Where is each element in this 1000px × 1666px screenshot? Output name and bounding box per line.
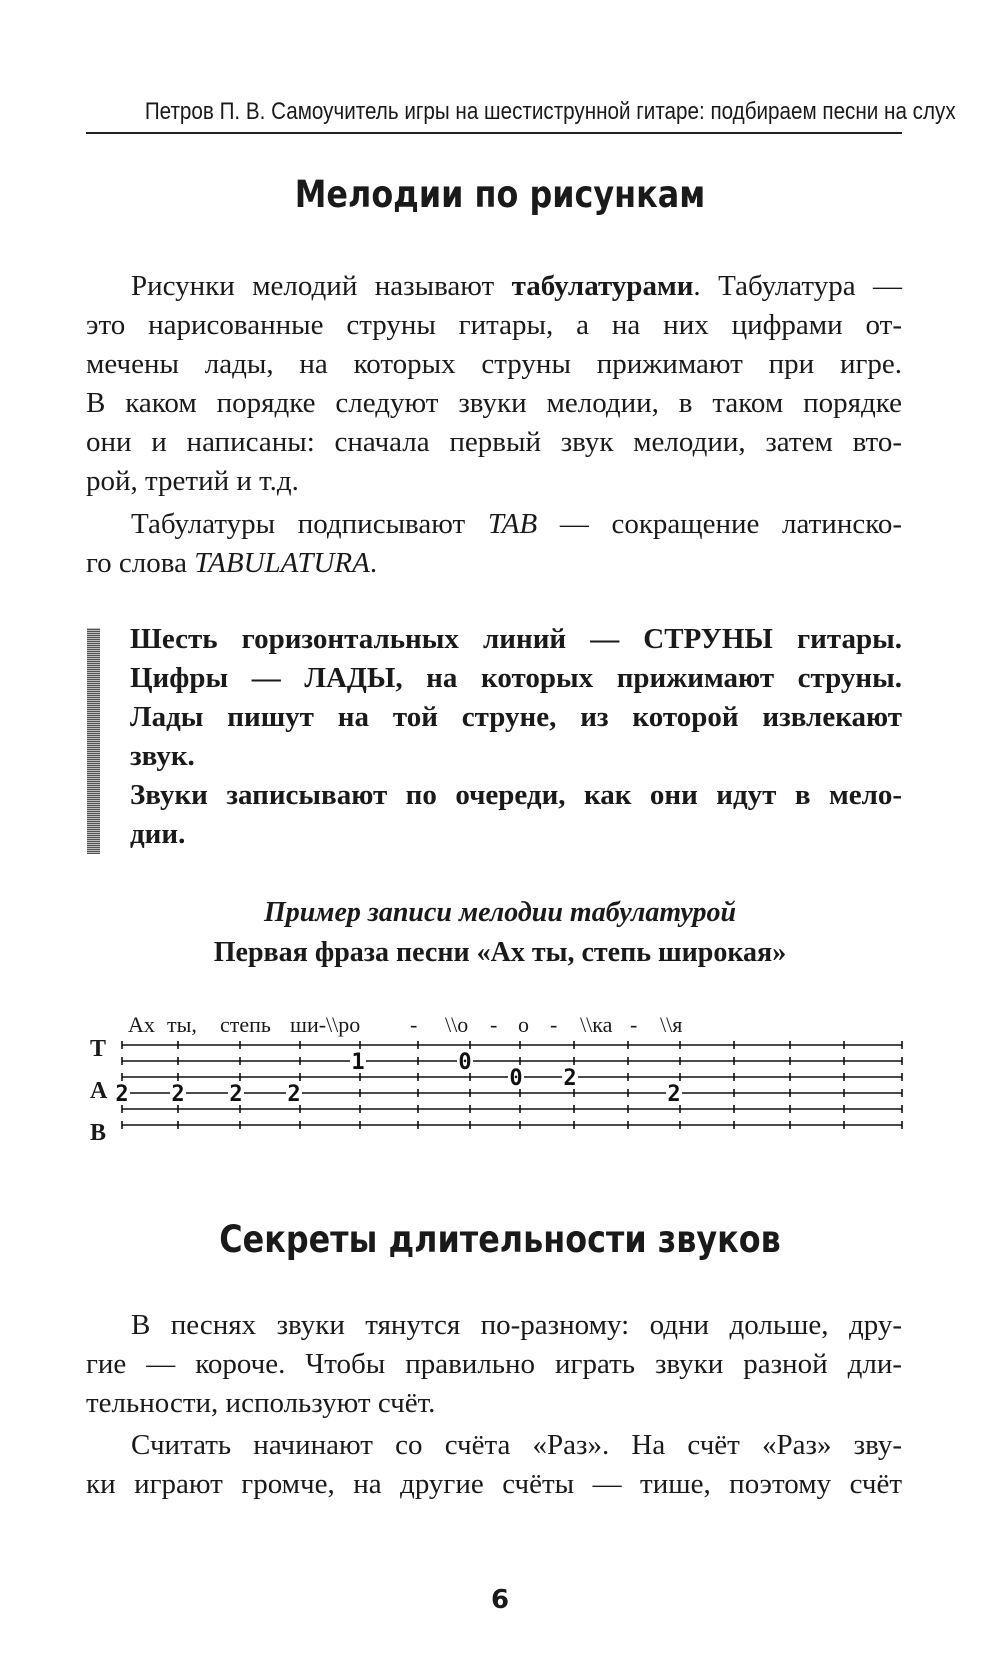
text-line: ки играют громче, на другие счёты — тише, поэтому счёт — [86, 1468, 902, 1500]
term-tabulatura: TABULATURA — [194, 547, 370, 579]
text-line: В песнях звуки тянутся по-разному: одни дольше, дру- — [131, 1309, 902, 1341]
lyric-syllable: \\ка — [580, 1012, 613, 1037]
text-line: это нарисованные струны гитары, а на них цифрами от- — [86, 309, 902, 341]
tablature-diagram — [80, 1010, 910, 1145]
term-tablatures: табулатурами — [511, 270, 694, 302]
lyric-syllable: - — [490, 1012, 498, 1037]
lyric-syllable: степь — [220, 1012, 271, 1037]
text-line: Рисунки мелодий называют табулатурами. Табулатура — — [131, 270, 902, 302]
header-rule — [86, 132, 902, 134]
lyric-syllable: \\я — [660, 1012, 683, 1037]
lyric-syllable: \\о — [445, 1012, 469, 1037]
tab-letter: B — [90, 1120, 107, 1145]
fret-number: 2 — [229, 1082, 243, 1107]
paragraph-durations — [86, 1306, 902, 1423]
text-line: тельности, используют счёт. — [86, 1387, 436, 1419]
rule-box-bar — [87, 628, 100, 854]
fret-number: 2 — [171, 1082, 185, 1107]
text-line: В каком порядке следуют звуки мелодии, в таком порядке — [86, 387, 902, 419]
fret-number: 0 — [458, 1050, 472, 1075]
rule-line: Шесть горизонтальных линий — СТРУНЫ гитары. — [130, 623, 902, 655]
fret-number: 2 — [115, 1082, 129, 1107]
rule-line: Цифры — ЛАДЫ, на которых прижимают струны. — [130, 662, 902, 694]
running-header: Петров П. В. Самоучитель игры на шестиструнной гитаре: подбираем песни на слух — [144, 98, 956, 125]
lyric-syllable: о — [518, 1012, 529, 1037]
page-number: 6 — [490, 1585, 510, 1615]
rule-line: дии. — [130, 818, 186, 850]
fret-number: 1 — [351, 1050, 365, 1075]
lyric-syllable: - — [550, 1012, 558, 1037]
tab-letter: T — [90, 1036, 107, 1062]
example-caption: Пример записи мелодии табулатурой — [263, 897, 737, 928]
rule-box — [130, 620, 902, 854]
text-line: Табулатуры подписывают TAB — сокращение латинско- — [131, 508, 902, 540]
fret-number: 2 — [563, 1066, 577, 1091]
paragraph-counting — [86, 1426, 902, 1504]
text-line: гие — короче. Чтобы правильно играть звуки разной дли- — [86, 1348, 902, 1380]
text-line: Считать начинают со счёта «Раз». На счёт «Раз» зву- — [131, 1429, 902, 1461]
lyric-syllable: - — [410, 1012, 418, 1037]
section-title-durations: Секреты длительности звуков — [219, 1218, 781, 1261]
fret-number: 0 — [509, 1066, 523, 1091]
term-tab: TAB — [487, 508, 538, 540]
fret-number: 2 — [287, 1082, 301, 1107]
rule-line: звук. — [130, 740, 195, 772]
lyric-syllable: ты, — [167, 1012, 197, 1037]
paragraph-tab-abbreviation — [86, 505, 902, 583]
text-line: го слова TABULATURA. — [86, 547, 378, 579]
paragraph-tablature-definition — [86, 267, 902, 501]
lyric-syllable: Ах — [128, 1012, 155, 1037]
lyric-syllable: ши-\\ро — [290, 1012, 361, 1037]
text-line: мечены лады, на которых струны прижимают при игре. — [86, 348, 902, 380]
example-subtitle: Первая фраза песни «Ах ты, степь широкая» — [213, 937, 787, 968]
text-line: рой, третий и т.д. — [86, 465, 299, 497]
rule-line: Лады пишут на той струне, из которой извлекают — [130, 701, 902, 733]
fret-number: 2 — [667, 1082, 681, 1107]
lyric-syllable: - — [630, 1012, 638, 1037]
section-title-melodies: Мелодии по рисункам — [294, 173, 706, 216]
rule-line: Звуки записывают по очереди, как они идут в мело- — [130, 779, 902, 811]
tab-letter: A — [90, 1078, 108, 1104]
text-line: они и написаны: сначала первый звук мелодии, затем вто- — [86, 426, 902, 458]
